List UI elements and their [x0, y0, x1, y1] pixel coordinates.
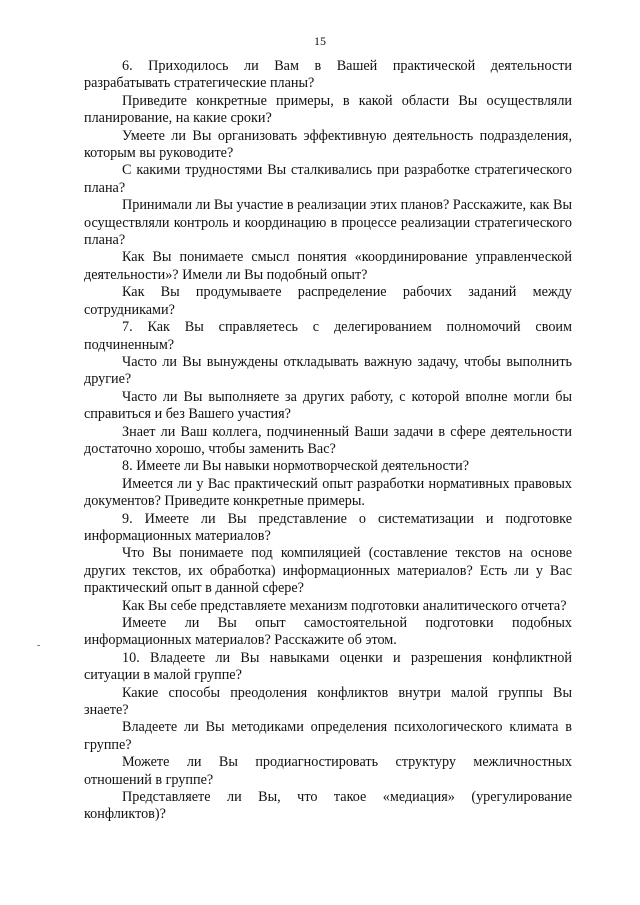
paragraph: Принимали ли Вы участие в реализации этих планов? Расскажите, как Вы осуществляли контроль и координацию в процессе реализации стратегического плана?	[84, 197, 572, 249]
paragraph: Имеете ли Вы опыт самостоятельной подготовки подобных информационных материалов? Расскажите об этом.	[84, 615, 572, 649]
paragraph: С какими трудностями Вы сталкивались при разработке стратегического плана?	[84, 162, 572, 196]
paragraph: Умеете ли Вы организовать эффективную деятельность подразделения, которым вы руководите?	[84, 127, 572, 162]
paragraph-question-7: 7. Как Вы справляетесь с делегированием полномочий своим подчиненным?	[84, 319, 572, 353]
paragraph: Владеете ли Вы методиками определения психологического климата в группе?	[84, 719, 572, 753]
paragraph: Представляете ли Вы, что такое «медиация» (урегулирование конфликтов)?	[84, 789, 572, 823]
paragraph: Какие способы преодоления конфликтов внутри малой группы Вы знаете?	[84, 684, 572, 719]
paragraph: Можете ли Вы продиагностировать структуру межличностных отношений в группе?	[84, 754, 572, 788]
paragraph: Как Вы себе представляете механизм подготовки аналитического отчета?	[122, 597, 567, 614]
paragraph: Приведите конкретные примеры, в какой области Вы осуществляли планирование, на какие сроки?	[84, 92, 572, 127]
paragraph: Что Вы понимаете под компиляцией (составление текстов на основе других текстов, их обработка) информационных материалов? Есть ли у Вас практический опыт в данной сфере?	[84, 545, 572, 597]
paragraph: Часто ли Вы выполняете за других работу, с которой вполне могли бы справиться и без Вашего участия?	[84, 388, 572, 423]
paragraph: Как Вы продумываете распределение рабочих заданий между сотрудниками?	[84, 284, 572, 318]
margin-mark: -	[37, 640, 41, 651]
document-body	[84, 58, 572, 824]
paragraph: Имеется ли у Вас практический опыт разработки нормативных правовых документов? Приведите конкретные примеры.	[84, 475, 572, 510]
paragraph-question-8: 8. Имеете ли Вы навыки нормотворческой деятельности?	[122, 458, 470, 475]
paragraph-question-9: 9. Имеете ли Вы представление о систематизации и подготовке информационных материалов?	[84, 510, 572, 544]
page-number: 15	[314, 34, 326, 48]
paragraph: Часто ли Вы вынуждены откладывать важную задачу, чтобы выполнить другие?	[84, 353, 572, 388]
paragraph: Как Вы понимаете смысл понятия «координирование управленческой деятельности»? Имели ли Вы подобный опыт?	[84, 249, 572, 283]
paragraph-question-6: 6. Приходилось ли Вам в Вашей практической деятельности разрабатывать стратегические планы?	[84, 58, 572, 92]
paragraph: Знает ли Ваш коллега, подчиненный Ваши задачи в сфере деятельности достаточно хорошо, чтобы заменить Вас?	[84, 423, 572, 457]
paragraph-question-10: 10. Владеете ли Вы навыками оценки и разрешения конфликтной ситуации в малой группе?	[84, 649, 572, 684]
